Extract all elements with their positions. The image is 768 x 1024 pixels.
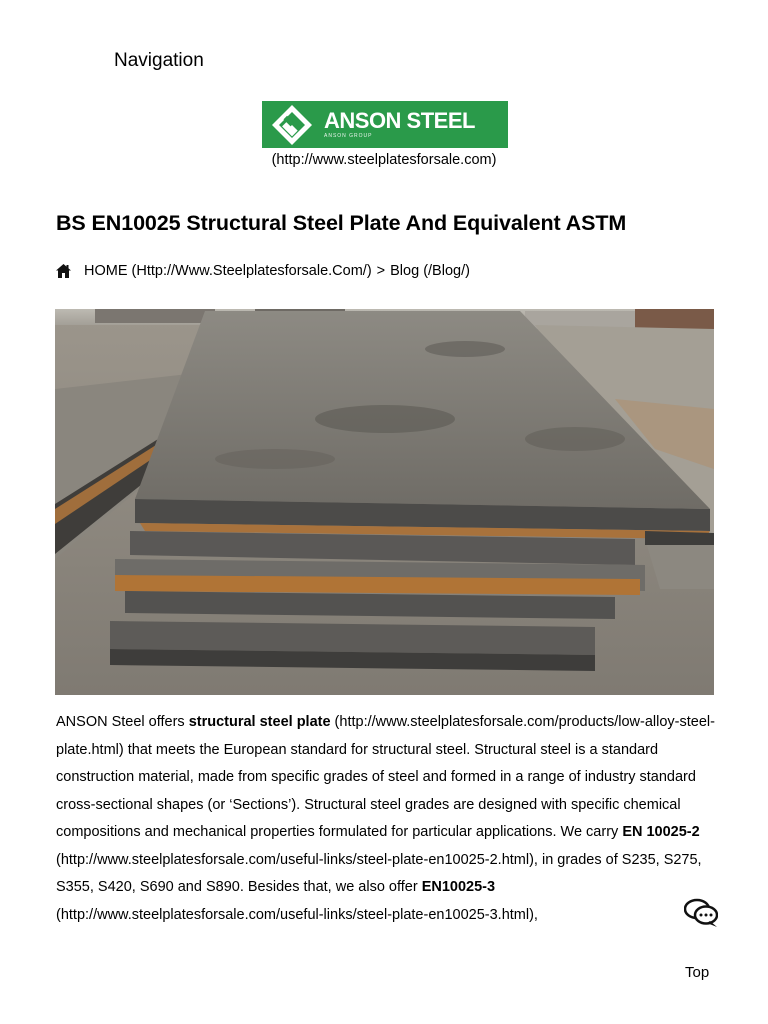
anson-diamond-logo-icon: [270, 103, 314, 147]
navigation-label[interactable]: Navigation: [114, 50, 204, 71]
logo-tagline: ANSON GROUP: [324, 133, 373, 139]
breadcrumb-blog-link[interactable]: Blog (/Blog/): [390, 263, 470, 279]
breadcrumb-home-link[interactable]: HOME (Http://Www.Steelplatesforsale.Com/): [84, 263, 372, 279]
article-paragraph: [56, 709, 718, 929]
home-icon: [56, 264, 71, 278]
article-text: (http://www.steelplatesforsale.com/products/low-alloy-steel-plate.html) that meets the European standard for structural steel. Structural steel is a standard construction material, made from specific grades of steel and formed in a range of industry standard cross-sectional shapes (or ‘Sections’). Structural steel grades are designed with specific chemical compositions and mechanical properties formulated for particular applications. We carry: [56, 714, 715, 840]
article-text: ANSON Steel offers: [56, 714, 189, 730]
breadcrumb-separator: >: [376, 263, 386, 279]
breadcrumb: [56, 263, 470, 279]
logo-name: ANSON STEEL: [324, 108, 475, 133]
chat-bubbles-icon[interactable]: [684, 898, 718, 928]
steel-plates-photo: [55, 309, 714, 695]
back-to-top-link[interactable]: Top: [685, 964, 710, 981]
logo-text: [324, 110, 475, 139]
article-text: (http://www.steelplatesforsale.com/useful-links/steel-plate-en10025-2.html), in grades of S235, S275, S355, S420, S690 and S890. Besides that, we also offer: [56, 851, 702, 895]
page-title: BS EN10025 Structural Steel Plate And Equivalent ASTM: [56, 211, 627, 235]
article-text: (http://www.steelplatesforsale.com/useful-links/steel-plate-en10025-3.html),: [56, 906, 538, 923]
en-10025-2-link[interactable]: EN 10025-2: [622, 824, 700, 840]
anson-steel-logo[interactable]: [262, 101, 508, 148]
structural-steel-plate-link[interactable]: structural steel plate: [188, 714, 331, 730]
logo-url-link[interactable]: (http://www.steelplatesforsale.com): [271, 152, 497, 168]
en10025-3-link[interactable]: EN10025-3: [421, 879, 496, 895]
